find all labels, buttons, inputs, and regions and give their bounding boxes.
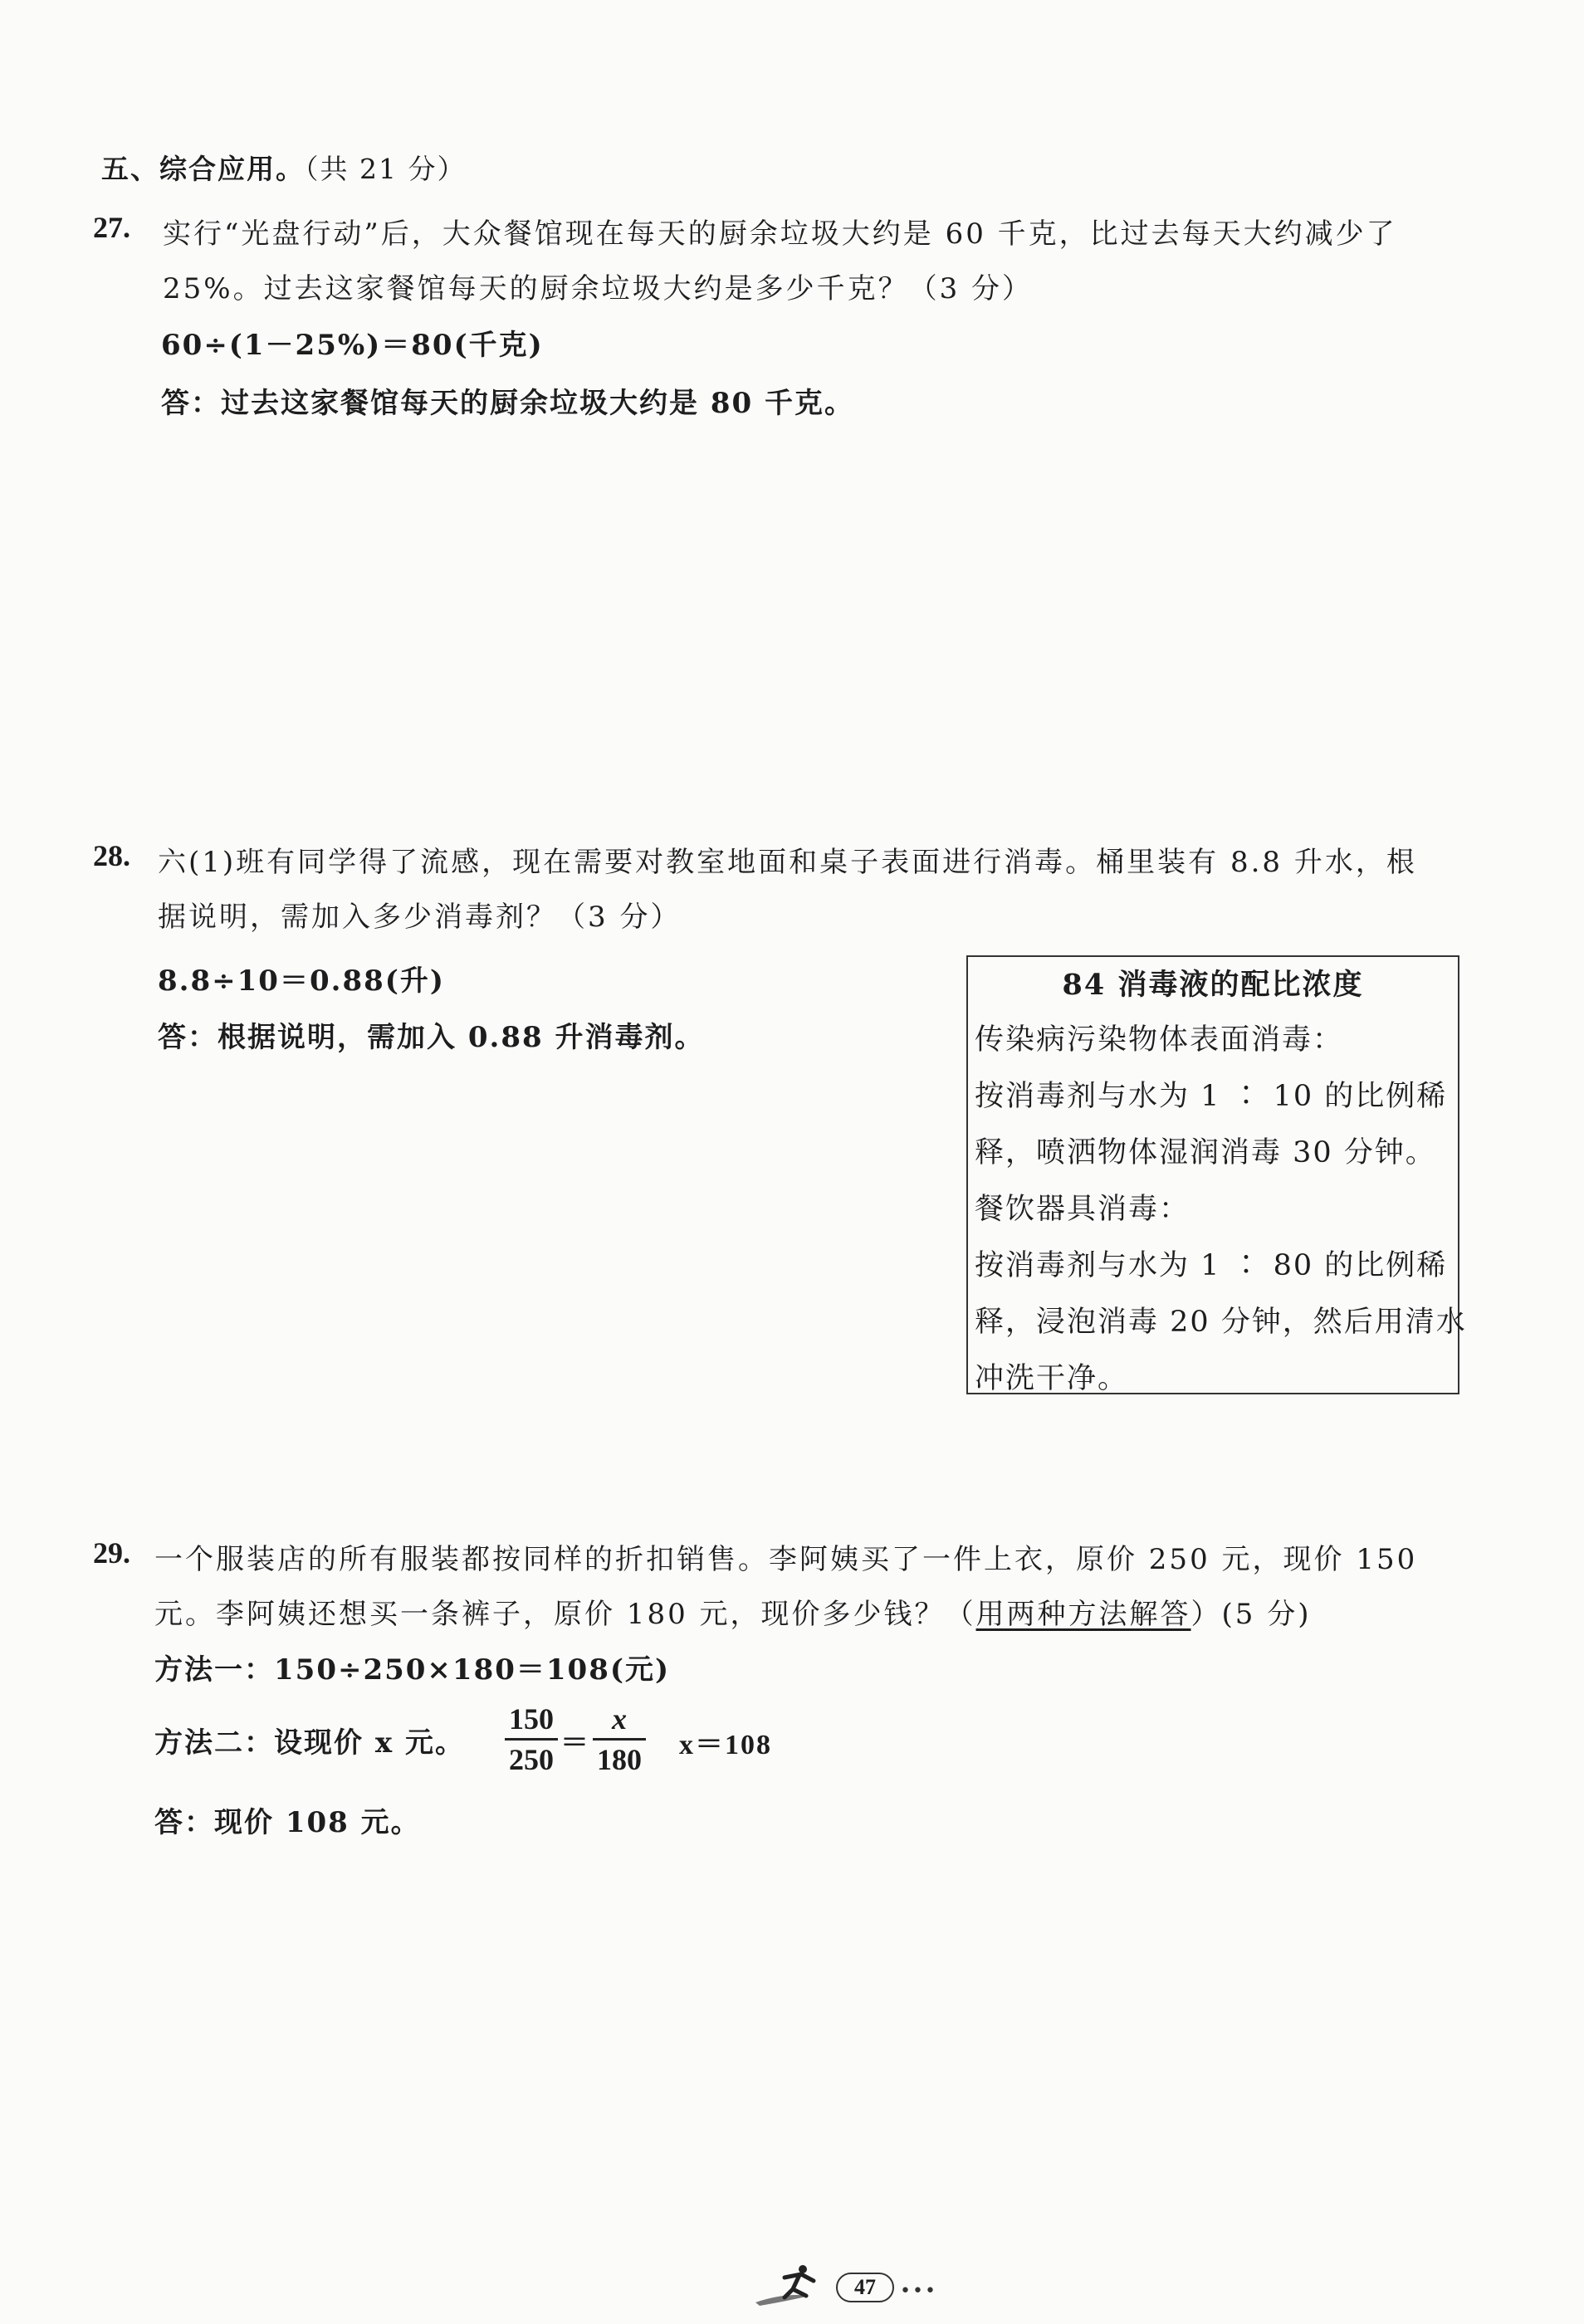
question-29-points: ）(5 分) xyxy=(1190,1598,1312,1631)
section-points: （共 21 分） xyxy=(305,153,467,185)
question-28-answer: 答：根据说明，需加入 0.88 升消毒剂。 xyxy=(158,1021,705,1054)
runner-logo-icon xyxy=(751,2259,834,2309)
question-number-29: 29. xyxy=(93,1536,130,1570)
question-29-text: 元。李阿姨还想买一条裤子，原价 180 元，现价多少钱？（ xyxy=(154,1598,976,1631)
question-28-line-1: 六(1)班有同学得了流感，现在需要对教室地面和桌子表面进行消毒。桶里装有 8.8 升水，根 xyxy=(158,846,1417,879)
instruction-line: 释，喷洒物体湿润消毒 30 分钟。 xyxy=(975,1136,1436,1169)
section-heading xyxy=(101,148,466,187)
fraction-left-numerator: 150 xyxy=(509,1702,554,1736)
method-two-result: x＝108 xyxy=(679,1730,772,1760)
fraction-right xyxy=(593,1702,646,1777)
footer-dots: ••• xyxy=(900,2281,937,2302)
method-one: 方法一：150÷250×180＝108(元) xyxy=(154,1653,671,1687)
fraction-left-denominator: 250 xyxy=(509,1743,554,1776)
question-27-solution: 60÷(1－25%)＝80(千克) xyxy=(161,329,544,362)
instruction-line: 传染病污染物体表面消毒： xyxy=(975,1023,1344,1057)
question-28-solution: 8.8÷10＝0.88(升) xyxy=(158,964,445,998)
instruction-line: 冲洗干净。 xyxy=(975,1362,1129,1395)
question-number-27: 27. xyxy=(93,211,130,244)
question-29-answer: 答：现价 108 元。 xyxy=(154,1806,421,1839)
instruction-line: 餐饮器具消毒： xyxy=(975,1193,1190,1226)
instruction-box xyxy=(966,955,1467,1395)
question-29-line-1: 一个服装店的所有服装都按同样的折扣销售。李阿姨买了一件上衣，原价 250 元，现价 150 xyxy=(154,1543,1418,1576)
method-two-label: 方法二：设现价 x 元。 xyxy=(154,1726,465,1760)
equals-sign: ＝ xyxy=(560,1726,590,1760)
question-27-line-2: 25%。过去这家餐馆每天的厨余垃圾大约是多少千克？（3 分） xyxy=(163,272,1034,305)
question-28-line-2: 据说明，需加入多少消毒剂？（3 分） xyxy=(158,901,682,934)
instruction-line: 按消毒剂与水为 1 ∶ 80 的比例稀 xyxy=(975,1249,1448,1282)
page-number: 47 xyxy=(836,2273,894,2302)
question-27-line-1: 实行“光盘行动”后，大众餐馆现在每天的厨余垃圾大约是 60 千克，比过去每天大约减少了 xyxy=(163,217,1397,251)
fraction-left xyxy=(505,1702,558,1777)
section-title: 五、综合应用。 xyxy=(101,153,305,185)
question-29-line-2 xyxy=(154,1591,1311,1632)
method-requirement: 用两种方法解答 xyxy=(975,1598,1191,1631)
question-27-answer: 答：过去这家餐馆每天的厨余垃圾大约是 80 千克。 xyxy=(161,387,854,420)
instruction-line: 按消毒剂与水为 1 ∶ 10 的比例稀 xyxy=(975,1080,1448,1113)
instruction-line: 释，浸泡消毒 20 分钟，然后用清水 xyxy=(975,1306,1467,1339)
instruction-box-title: 84 消毒液的配比浓度 xyxy=(1062,968,1364,1002)
fraction-right-numerator: x xyxy=(612,1702,627,1736)
fraction-right-denominator: 180 xyxy=(597,1743,642,1776)
question-number-28: 28. xyxy=(93,839,130,872)
